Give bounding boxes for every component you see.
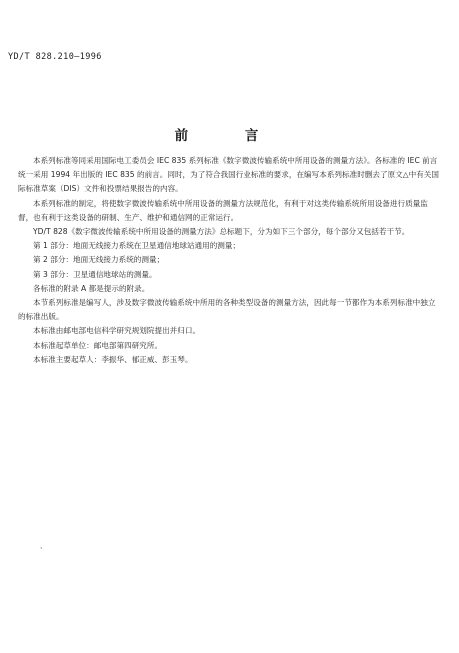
paragraph-publication: 本节系列标准是编写人，涉及数字微波传输系统中所用的各种类型设备的测量方法，因此每一节都作为本系列标准中独立的标准出版。 bbox=[18, 298, 436, 322]
list-item-part-3: 第 3 部分：卫星通信地球站的测量。 bbox=[33, 269, 157, 279]
page-title: 前 言 bbox=[174, 128, 285, 144]
paragraph-purpose: 本系列标准的制定，将使数字微波传输系统中所用设备的测量方法规范化，有利于对这类传输系统所用设备进行质量监督，也有利于这类设备的研制、生产、维护和通信网的正常运行。 bbox=[18, 198, 428, 222]
standard-code: YD/T 828.210—1996 bbox=[8, 52, 102, 62]
paragraph-drafting-unit: 本标准起草单位：邮电部第四研究所。 bbox=[33, 340, 163, 350]
list-item-part-2: 第 2 部分：地面无线接力系统的测量； bbox=[33, 255, 165, 265]
list-item-part-1: 第 1 部分：地面无线接力系统在卫星通信地球站通用的测量； bbox=[33, 241, 241, 251]
margin-mark: 、 bbox=[40, 542, 47, 550]
paragraph-adoption: 本系列标准等同采用国际电工委员会 IEC 835 系列标准《数字微波传输系统中所用设备的测量方法》。各标准的 IEC 前言统一采用 1994 年出版的 IEC 835 的前言。同时，为了符合我国行业标准的要求，在编写本系列标准时删去了原文△中有关国际标准草案（DIS）文件和投票结果报告的内容。 bbox=[18, 156, 439, 194]
paragraph-drafters: 本标准主要起草人：李振华、郁正威、彭玉琴。 bbox=[33, 354, 193, 364]
preface-body bbox=[18, 154, 443, 367]
paragraph-appendix: 各标准的附录 A 都是提示的附录。 bbox=[33, 283, 150, 293]
paragraph-proposer: 本标准由邮电部电信科学研究规划院提出并归口。 bbox=[33, 326, 201, 336]
paragraph-structure: YD/T 828《数字微波传输系统中所用设备的测量方法》总标题下，分为如下三个部分，每个部分又包括若干节。 bbox=[33, 227, 410, 237]
